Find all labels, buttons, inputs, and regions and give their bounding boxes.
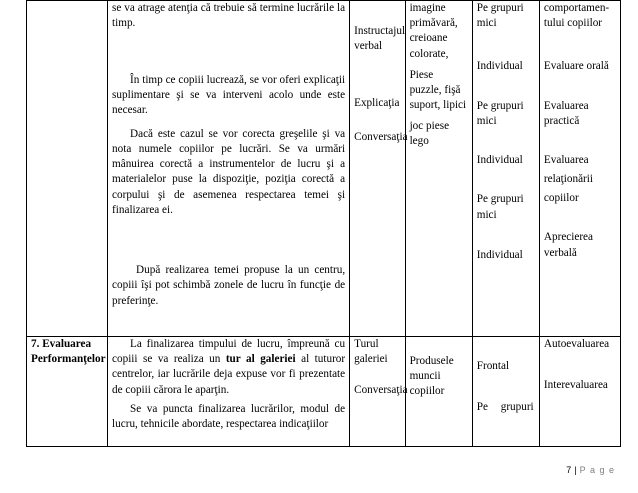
stage-cell [27, 1, 108, 337]
table-row [27, 1, 621, 337]
method-item: Conversaţia [354, 130, 408, 143]
organization-cell [472, 1, 539, 337]
methods-cell [350, 337, 408, 447]
organization-item: Individual [476, 60, 523, 73]
evaluation-item: Evaluarea practică [543, 99, 589, 127]
methods-cell [350, 1, 408, 337]
organization-item: Pe grupuri mici [476, 193, 524, 221]
organization-cell [472, 337, 539, 447]
stage-cell [27, 337, 108, 447]
evaluation-item: Aprecierea verbală [543, 231, 593, 259]
organization-item: Pe grupuri mici [476, 99, 524, 127]
organization-item: Frontal [476, 360, 510, 372]
evaluation-cell [539, 1, 620, 337]
material-item: Produsele muncii copiilor [409, 355, 454, 398]
evaluation-item: comportamen-tului copiilor [543, 2, 610, 30]
activity-description-cell [108, 1, 350, 337]
organization-item: Individual [476, 248, 523, 261]
activity-paragraph: Dacă este cazul se vor corecta greşelile şi va nota numele copiilor pe lucrări. Se va urmări mânuirea corectă a instrumentelor de lucru şi a materialelor puse la dispoziţie, poziţia corectă a corpului şi de asemenea respectarea temei şi finalizarea ei. [112, 127, 346, 216]
stage-title: 7. Evaluarea Performanţelor [31, 338, 106, 366]
table-row [27, 337, 621, 447]
organization-item: Pe grupuri mici [476, 2, 524, 30]
page-footer [566, 465, 615, 475]
activity-paragraph: După realizarea temei propuse la un centru, copiii îşi pot schimbă zonele de lucru în funcţie de preferinţe. [112, 264, 346, 307]
activity-paragraph: se va atrage atenţia că trebuie să termine lucrările la timp. [112, 2, 346, 30]
activity-description-cell [108, 337, 350, 447]
lesson-plan-table [26, 0, 621, 447]
activity-paragraph: La finalizarea timpului de lucru, împreună cu copiii se va realiza un tur al galeriei al tuturor centrelor, iar lucrările deja expuse vor fi prezentate de copiii cărora le aparţin. [112, 338, 346, 396]
evaluation-cell [539, 337, 620, 447]
material-item: joc piese lego [409, 119, 450, 147]
activity-paragraph: Se va puncta finalizarea lucrărilor, modul de lucru, tehnicile abordate, respectarea indicaţiilor [112, 402, 346, 431]
page-number: 7 [566, 465, 572, 475]
materials-cell [405, 1, 472, 337]
activity-paragraph: În timp ce copiii lucrează, se vor oferi explicaţii suplimentare şi se va interveni acolo unde este necesar. [112, 74, 346, 117]
method-item: Turul galeriei [354, 338, 388, 366]
evaluation-item: Interevaluarea [543, 379, 608, 392]
method-item: Conversaţia [354, 384, 408, 397]
evaluation-item: Autoevaluarea [543, 338, 610, 350]
page-word: P a g e [579, 465, 615, 475]
material-item: Piese puzzle, fişă suport, lipici [409, 68, 467, 112]
material-item: imagine primăvară, creioane colorate, [409, 2, 458, 60]
evaluation-item: Evaluare orală [543, 60, 609, 73]
organization-item: Individual [476, 154, 523, 167]
organization-item: Pe grupuri [476, 401, 534, 414]
gallery-tour-emphasis: tur al galeriei [225, 353, 296, 366]
materials-cell [405, 337, 472, 447]
footer-separator: | [574, 465, 577, 475]
evaluation-item: Evaluarea relaţionării copiilor [543, 154, 593, 205]
method-item: Instructajul verbal [354, 25, 406, 53]
method-item: Explicaţia [354, 97, 400, 110]
